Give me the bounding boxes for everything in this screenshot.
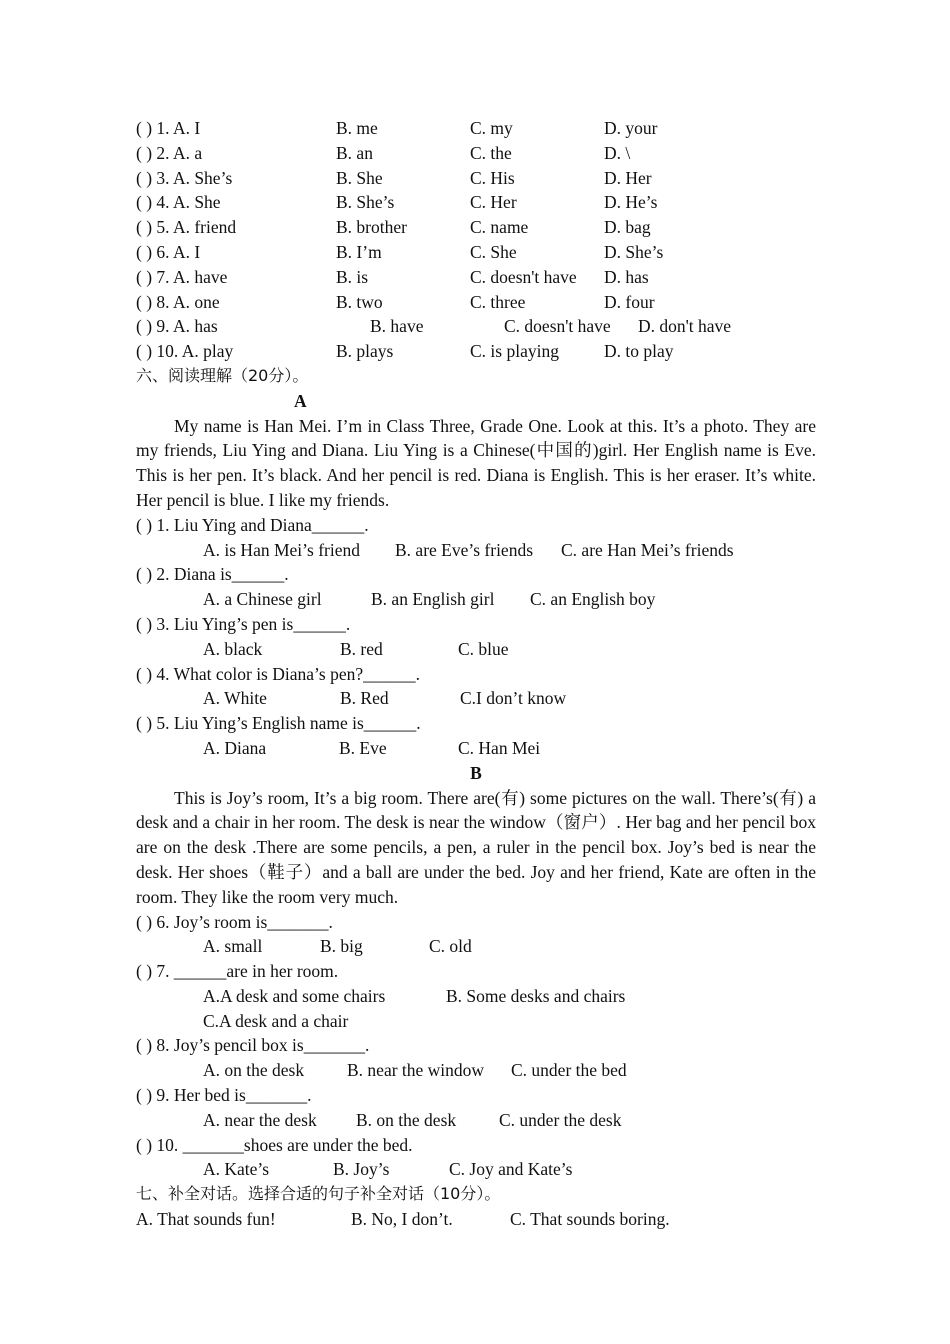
passage-a-questions	[136, 513, 816, 761]
mc-option-b: B. two	[336, 291, 383, 312]
answer-option: A. a Chinese girl	[203, 589, 322, 610]
question-options	[136, 637, 816, 662]
answer-option: B. Joy’s	[333, 1159, 390, 1180]
mc-option-d: D. has	[604, 266, 649, 287]
answer-option: A. Kate’s	[203, 1159, 270, 1180]
question-stem: ( ) 8. Joy’s pencil box is_______.	[136, 1035, 370, 1056]
answer-option: A. small	[203, 936, 263, 957]
mc-option-c: C. doesn't have	[470, 266, 577, 287]
mc-option-b: B. plays	[336, 341, 394, 362]
question-options	[136, 1058, 816, 1083]
mc-row	[136, 190, 816, 215]
mc-row	[136, 166, 816, 191]
question-stem: ( ) 6. Joy’s room is_______.	[136, 911, 333, 932]
mc-option-d: D. Her	[604, 167, 652, 188]
answer-option: B. Some desks and chairs	[446, 985, 626, 1006]
mc-option-c: C. is playing	[470, 341, 559, 362]
section7-title: 七、补全对话。选择合适的句子补全对话（10分）。	[136, 1184, 501, 1204]
dialog-option-c: C. That sounds boring.	[510, 1209, 670, 1230]
mc-option-b: B. is	[336, 266, 369, 287]
mc-question-number: ( ) 1. A. I	[136, 118, 201, 138]
mc-row	[136, 265, 816, 290]
section7-options	[136, 1207, 816, 1232]
mc-option-d: D. \	[604, 142, 631, 163]
mc-option-c: C. She	[470, 241, 517, 262]
dialog-option-b: B. No, I don’t.	[351, 1209, 453, 1230]
mc-row	[136, 116, 816, 141]
mc-row	[136, 141, 816, 166]
question-stem: ( ) 9. Her bed is_______.	[136, 1085, 312, 1106]
mc-option-d: D. bag	[604, 217, 651, 238]
mc-question-number: ( ) 5. A. friend	[136, 217, 237, 238]
dialog-option-a: A. That sounds fun!	[136, 1209, 276, 1230]
passage-b-heading: B	[470, 762, 482, 783]
answer-option: A. black	[203, 638, 263, 659]
question-options	[136, 1009, 816, 1034]
mc-option-b: B. have	[370, 316, 424, 337]
mc-question-number: ( ) 9. A. has	[136, 316, 218, 337]
mc-option-d: D. your	[604, 118, 658, 138]
mc-option-c: C. my	[470, 118, 513, 138]
answer-option: C. an English boy	[530, 589, 656, 610]
mc-option-d: D. She’s	[604, 241, 664, 262]
answer-option: A. is Han Mei’s friend	[203, 539, 360, 560]
answer-option: A. Diana	[203, 737, 267, 758]
mc-option-c: C. three	[470, 291, 526, 312]
answer-option: C. Joy and Kate’s	[449, 1159, 573, 1180]
mc-option-b: B. She’s	[336, 192, 395, 213]
mc-option-c: C. His	[470, 167, 515, 188]
answer-option: C. under the bed	[511, 1060, 627, 1081]
mc-question-number: ( ) 8. A. one	[136, 291, 220, 312]
answer-option: C. under the desk	[499, 1109, 622, 1130]
answer-option: A. White	[203, 688, 267, 709]
answer-option: C. old	[429, 936, 472, 957]
mc-option-b: B. brother	[336, 217, 407, 238]
question-options	[136, 1157, 816, 1182]
answer-option: C. blue	[458, 638, 509, 659]
question-stem: ( ) 3. Liu Ying’s pen is______.	[136, 613, 351, 634]
answer-option: A.A desk and some chairs	[203, 985, 386, 1006]
passage-a-heading: A	[294, 390, 307, 411]
worksheet-page	[136, 116, 816, 1232]
mc-option-b: B. She	[336, 167, 383, 188]
answer-option: B. red	[340, 638, 383, 659]
mc-option-c: C. name	[470, 217, 529, 238]
passage-a-text: My name is Han Mei. I’m in Class Three, Grade One. Look at this. It’s a photo. They are my friends, Liu Ying and Diana. Liu Ying is a Chinese(中国的)girl. Her English name is Eve. This is her pen. It’s black. And her pencil is red. Diana is English. This is her eraser. It’s white. Her pencil is blue. I like my friends.	[136, 415, 816, 510]
mc-question-number: ( ) 4. A. She	[136, 192, 221, 213]
mc-option-d: D. He’s	[604, 192, 658, 213]
mc-option-d: D. four	[604, 291, 655, 312]
mc-question-number: ( ) 7. A. have	[136, 266, 228, 287]
answer-option: A. near the desk	[203, 1109, 317, 1130]
answer-option: C. are Han Mei’s friends	[561, 539, 734, 560]
question-options	[136, 736, 816, 761]
question-options	[136, 587, 816, 612]
question-options	[136, 1108, 816, 1133]
passage-b-text: This is Joy’s room, It’s a big room. There are(有) some pictures on the wall. There’s(有) a desk and a chair in her room. The desk is near the window（窗户）. Her bag and her pencil box are on the desk .There are some pencils, a pen, a ruler in the pencil box. Joy’s bed is near the desk. Her shoes（鞋子）and a ball are under the bed. Joy and her friend, Kate are often in the room. They like the room very much.	[136, 787, 816, 907]
passage-b-questions	[136, 910, 816, 1183]
question-options	[136, 686, 816, 711]
mc-option-b: B. I’m	[336, 241, 382, 262]
answer-option: B. an English girl	[371, 589, 495, 610]
answer-option: C. Han Mei	[458, 737, 541, 758]
mc-row	[136, 240, 816, 265]
question-stem: ( ) 10. _______shoes are under the bed.	[136, 1134, 413, 1155]
answer-option: C.A desk and a chair	[203, 1010, 349, 1031]
mc-option-c: C. doesn't have	[504, 316, 611, 337]
answer-option: B. Eve	[339, 737, 387, 758]
mc-list	[136, 116, 816, 364]
question-stem: ( ) 1. Liu Ying and Diana______.	[136, 514, 369, 535]
mc-question-number: ( ) 2. A. a	[136, 142, 203, 163]
question-options	[136, 984, 816, 1009]
mc-option-b: B. an	[336, 142, 373, 163]
question-options	[136, 538, 816, 563]
question-stem: ( ) 2. Diana is______.	[136, 564, 289, 585]
question-stem: ( ) 7. ______are in her room.	[136, 961, 339, 982]
answer-option: B. Red	[340, 688, 389, 709]
answer-option: C.I don’t know	[460, 688, 567, 709]
mc-option-c: C. the	[470, 142, 512, 163]
mc-row	[136, 339, 816, 364]
mc-option-b: B. me	[336, 118, 378, 138]
mc-question-number: ( ) 6. A. I	[136, 241, 201, 262]
mc-option-c: C. Her	[470, 192, 517, 213]
answer-option: B. on the desk	[356, 1109, 457, 1130]
question-options	[136, 934, 816, 959]
section6-title: 六、阅读理解（20分）。	[136, 365, 309, 385]
mc-question-number: ( ) 3. A. She’s	[136, 167, 233, 188]
answer-option: B. big	[320, 936, 363, 957]
mc-row	[136, 290, 816, 315]
mc-row	[136, 314, 816, 339]
question-stem: ( ) 5. Liu Ying’s English name is______.	[136, 713, 421, 734]
answer-option: A. on the desk	[203, 1060, 305, 1081]
mc-option-d: D. to play	[604, 341, 674, 362]
answer-option: B. are Eve’s friends	[395, 539, 534, 560]
mc-option-d: D. don't have	[638, 316, 732, 337]
answer-option: B. near the window	[347, 1060, 485, 1081]
question-stem: ( ) 4. What color is Diana’s pen?______.	[136, 663, 420, 684]
mc-row	[136, 215, 816, 240]
mc-question-number: ( ) 10. A. play	[136, 341, 234, 362]
